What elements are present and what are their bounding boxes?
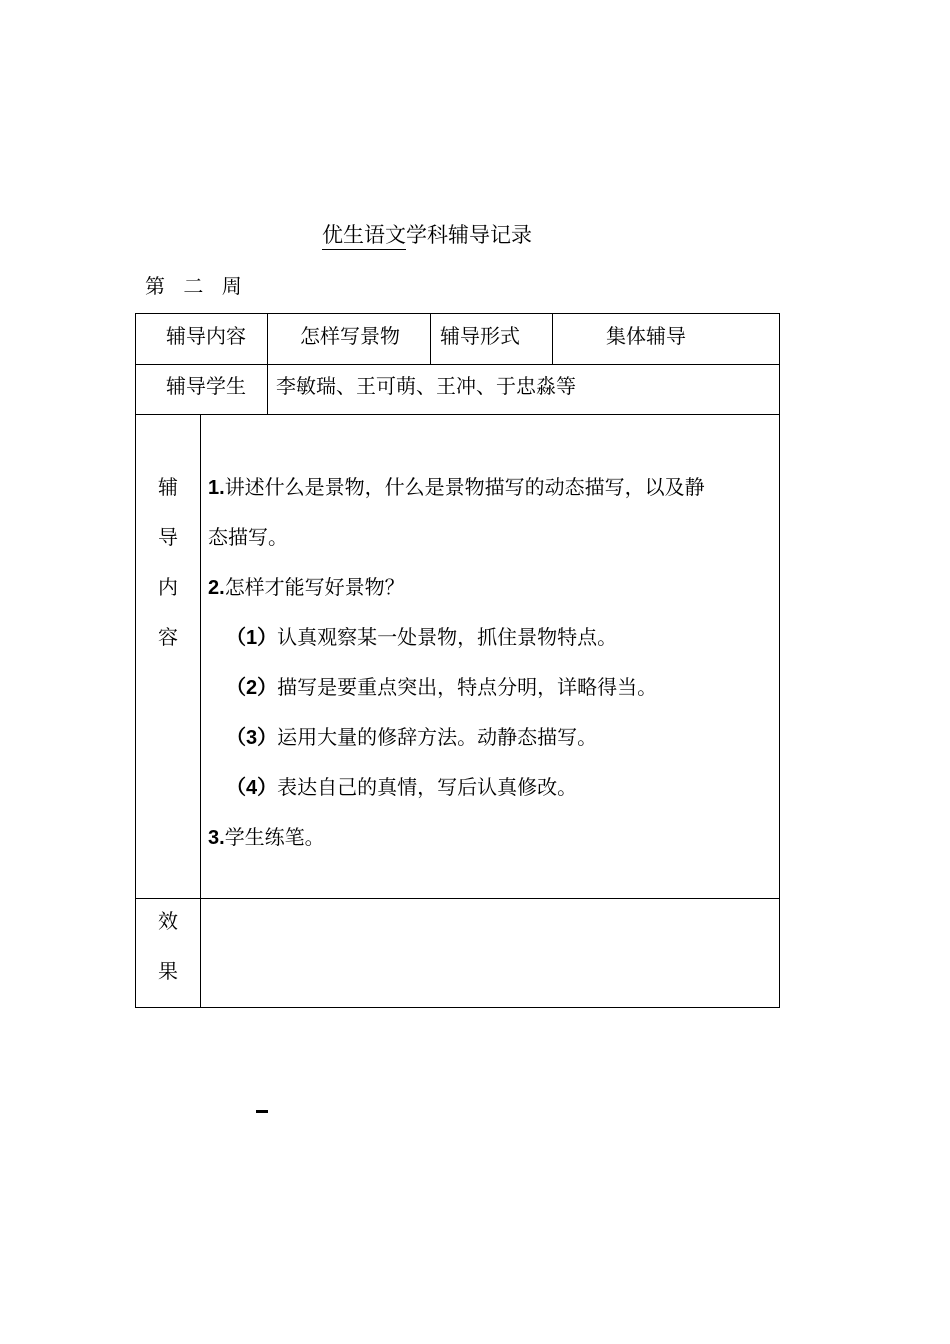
label-char: 内: [158, 575, 178, 599]
form-label: 辅导形式: [440, 324, 520, 348]
content-line: [208, 662, 773, 712]
line-number: （4）: [226, 777, 278, 799]
line-number: （1）: [226, 627, 278, 649]
content-line: [208, 812, 773, 862]
label-char: 导: [158, 525, 178, 549]
footer-dash-mark: [256, 1110, 268, 1113]
students-value: 李敏瑞、王可萌、王冲、于忠淼等: [276, 374, 576, 398]
table-line-row1: [135, 364, 780, 365]
content-line: [208, 562, 773, 612]
table-border-top: [135, 313, 780, 314]
line-number: 1.: [208, 477, 225, 499]
page-title: [322, 220, 582, 250]
line-text: 学生练笔。: [224, 825, 325, 849]
line-text: 表达自己的真情，写后认真修改。: [277, 775, 578, 799]
table-line-row3: [135, 898, 780, 899]
line-number: 3.: [208, 827, 225, 849]
effect-label: [136, 896, 200, 996]
line-text: 运用大量的修辞方法。动静态描写。: [277, 725, 598, 749]
content-line: [208, 512, 773, 562]
students-label: 辅导学生: [166, 374, 246, 398]
table-col-divider-3: [552, 313, 553, 364]
table-line-row2: [135, 414, 780, 415]
line-text: 讲述什么是景物，什么是景物描写的动态描写，以及静: [224, 475, 705, 499]
line-text: 态描写。: [208, 525, 288, 549]
table-col-divider-1: [267, 313, 268, 414]
content-line: [208, 762, 773, 812]
title-rest-part: 学科辅导记录: [406, 223, 532, 247]
table-border-right: [779, 313, 780, 1008]
label-char: 辅: [158, 475, 178, 499]
label-char: 效: [158, 909, 178, 933]
label-char: 容: [158, 625, 178, 649]
tutoring-content-body: [208, 462, 773, 862]
label-char: 果: [158, 959, 178, 983]
line-text: 认真观察某一处景物，抓住景物特点。: [277, 625, 618, 649]
table-col-divider-label: [200, 414, 201, 1008]
week-label: 第 二 周: [145, 274, 248, 298]
line-text: 描写是要重点突出，特点分明，详略得当。: [277, 675, 658, 699]
content-label: 辅导内容: [166, 324, 246, 348]
form-value: 集体辅导: [606, 324, 686, 348]
content-line: [208, 612, 773, 662]
line-text: 怎样才能写好景物？: [224, 575, 405, 599]
line-number: （2）: [226, 677, 278, 699]
table-col-divider-2: [430, 313, 431, 364]
line-number: （3）: [226, 727, 278, 749]
content-line: [208, 462, 773, 512]
line-number: 2.: [208, 577, 225, 599]
table-border-bottom: [135, 1007, 780, 1008]
title-underlined-part: 优生语文: [322, 223, 406, 250]
tutoring-content-label: [136, 462, 200, 662]
content-line: [208, 712, 773, 762]
content-value: 怎样写景物: [300, 324, 400, 348]
